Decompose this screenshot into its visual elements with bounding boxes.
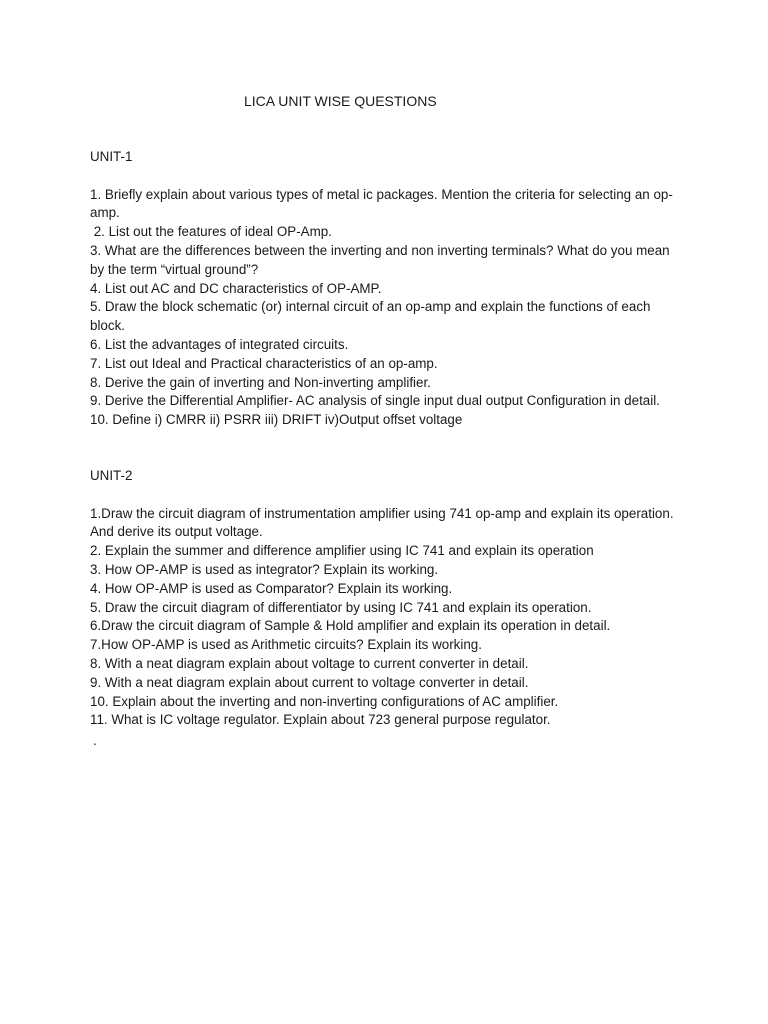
question-item: 7.How OP-AMP is used as Arithmetic circuits? Explain its working. xyxy=(90,637,482,653)
question-item: 10. Define i) CMRR ii) PSRR iii) DRIFT iv)Output offset voltage xyxy=(90,412,463,428)
question-item: 5. Draw the block schematic (or) internal circuit of an op-amp and explain the functions of each block. xyxy=(90,299,651,334)
question-item: 4. How OP-AMP is used as Comparator? Explain its working. xyxy=(90,580,453,596)
unit-2-heading: UNIT-2 xyxy=(90,468,133,483)
question-item: 3. What are the differences between the inverting and non inverting terminals? What do you mean by the term “virtual ground”? xyxy=(90,242,670,277)
question-item: 5. Draw the circuit diagram of differentiator by using IC 741 and explain its operation. xyxy=(90,599,592,615)
question-item: 1.Draw the circuit diagram of instrumentation amplifier using 741 op-amp and explain its operation. And derive its output voltage. xyxy=(90,505,674,540)
unit-1-question-list xyxy=(90,186,682,430)
question-item: 6. List the advantages of integrated circuits. xyxy=(90,336,349,352)
question-item: 8. With a neat diagram explain about voltage to current converter in detail. xyxy=(90,655,529,671)
question-item: 4. List out AC and DC characteristics of OP-AMP. xyxy=(90,280,382,296)
question-item: 2. List out the features of ideal OP-Amp. xyxy=(90,224,332,240)
question-item: 1. Briefly explain about various types of metal ic packages. Mention the criteria for selecting an op-amp. xyxy=(90,186,673,221)
question-item: 11. What is IC voltage regulator. Explain about 723 general purpose regulator. xyxy=(90,712,551,728)
unit-1-section xyxy=(90,148,682,430)
unit-2-question-list xyxy=(90,505,682,731)
question-item: 7. List out Ideal and Practical characteristics of an op-amp. xyxy=(90,355,438,371)
document-title: LICA UNIT WISE QUESTIONS xyxy=(244,93,437,109)
question-item: 6.Draw the circuit diagram of Sample & Hold amplifier and explain its operation in detail. xyxy=(90,618,611,634)
question-item: 9. With a neat diagram explain about current to voltage converter in detail. xyxy=(90,674,529,690)
question-item: 8. Derive the gain of inverting and Non-inverting amplifier. xyxy=(90,374,431,390)
trailing-mark: . xyxy=(93,733,97,748)
unit-2-section xyxy=(90,467,682,730)
question-item: 3. How OP-AMP is used as integrator? Explain its working. xyxy=(90,561,439,577)
unit-1-heading: UNIT-1 xyxy=(90,149,133,164)
question-item: 10. Explain about the inverting and non-inverting configurations of AC amplifier. xyxy=(90,693,559,709)
question-item: 2. Explain the summer and difference amplifier using IC 741 and explain its operation xyxy=(90,543,594,559)
question-item: 9. Derive the Differential Amplifier- AC analysis of single input dual output Configuration in detail. xyxy=(90,393,660,409)
